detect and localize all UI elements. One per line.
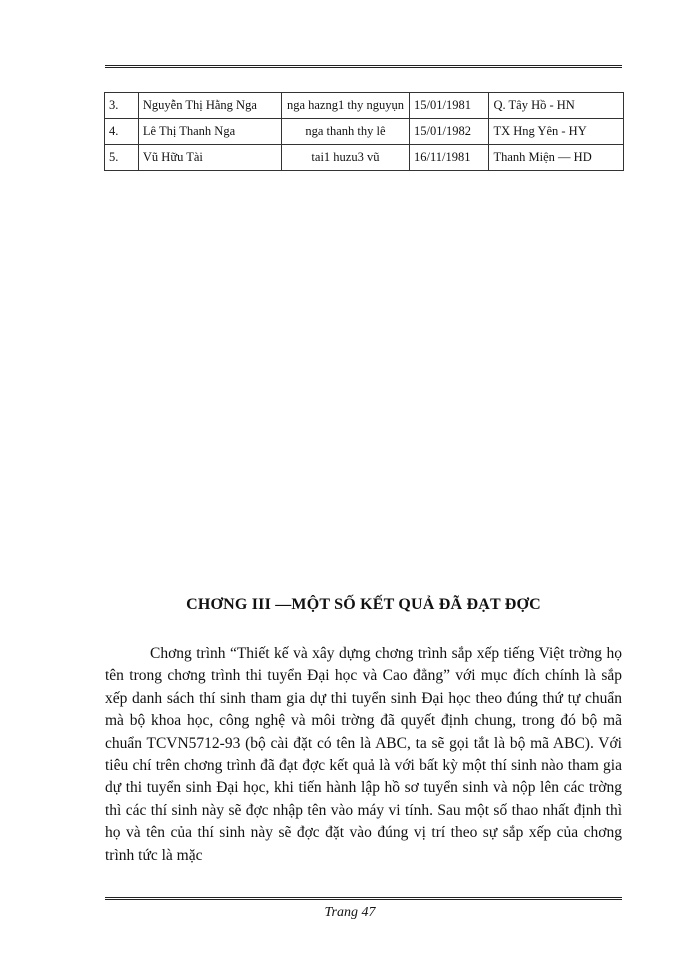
page-number: Trang 47 [324,905,376,920]
address: Thanh Miện — HD [489,145,624,171]
sort-key: tai1 huzu3 vũ [281,145,409,171]
birth-date: 16/11/1981 [410,145,489,171]
row-number: 3. [105,93,139,119]
birth-date: 15/01/1982 [410,119,489,145]
row-number: 4. [105,119,139,145]
candidate-name: Nguyễn Thị Hằng Nga [138,93,281,119]
address: TX Hng Yên - HY [489,119,624,145]
header-rule [105,65,622,68]
sort-key: nga thanh thy lê [281,119,409,145]
footer-rule [105,897,622,900]
table-row [105,93,624,119]
candidate-name: Lê Thị Thanh Nga [138,119,281,145]
sort-key: nga hazng1 thy nguyụn [281,93,409,119]
candidate-table [104,92,624,171]
chapter-title: CHƠNG III —MỘT SỐ KẾT QUẢ ĐÃ ĐẠT ĐỢC [186,596,541,613]
table-row [105,145,624,171]
candidate-name: Vũ Hữu Tài [138,145,281,171]
address: Q. Tây Hồ - HN [489,93,624,119]
row-number: 5. [105,145,139,171]
body-paragraph: Chơng trình “Thiết kế và xây dựng chơng trình sắp xếp tiếng Việt trờng họ tên trong chơng trình thi tuyển Đại học và Cao đẳng” với mục đích chính là sắp xếp danh sách thí sinh tham gia dự thi tuyển sinh Đại học theo đúng thứ tự chuẩn mà bộ khoa học, công nghệ và môi trờng đã quyết định chung, trong đó bộ mã chuẩn TCVN5712-93 (bộ cài đặt có tên là ABC, ta sẽ gọi tắt là bộ mã ABC). Với tiêu chí trên chơng trình đã đạt đợc kết quả là với bất kỳ một thí sinh nào tham gia dự thi tuyển sinh Đại học, khi tiến hành lập hồ sơ tuyển sinh và nộp lên các trờng thì các thí sinh này sẽ đợc nhập tên vào máy vi tính. Sau một số thao nhất định thì họ và tên của thí sinh này sẽ đợc đặt vào đúng vị trí theo sự sắp xếp của chơng trình tức là mặc [105,645,622,864]
table-row [105,119,624,145]
birth-date: 15/01/1981 [410,93,489,119]
